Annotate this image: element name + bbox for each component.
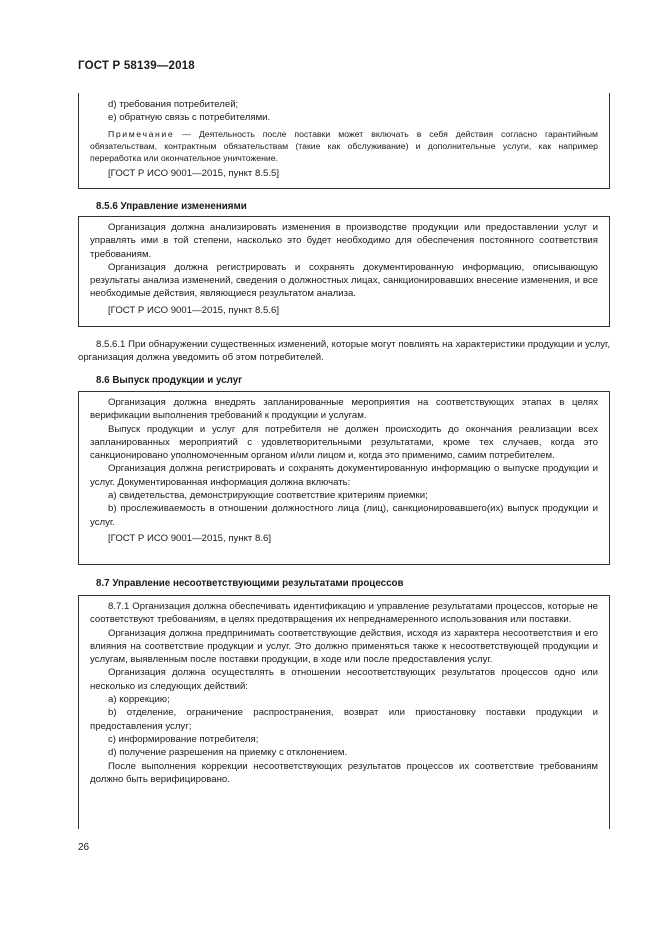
paragraph: Организация должна регистрировать и сохранять документированную информацию, описывающую результаты анализа изменений, сведения о должностных лицах, санкционировавших внесение изменения, и все необходимые действия, являющиеся результатом анализа. <box>90 261 598 300</box>
list-item-d: d) получение разрешения на приемку с отклонением. <box>108 747 348 759</box>
paragraph-text: 8.5.6.1 При обнаружении существенных изменений, которые могут повлиять на характеристики продукции и услуг, организация должна уведомить об этом потребителей. <box>78 339 610 364</box>
quote-box-855 <box>78 93 610 189</box>
paragraph: Выпуск продукции и услуг для потребителя не должен происходить до окончания реализации всех запланированных мероприятий с удовлетворительными результатами, кроме тех случаев, когда это санкционировано уполномоченным органом и/или лицом и, когда это применимо, самим потребителем. <box>90 423 598 462</box>
document-header: ГОСТ Р 58139—2018 <box>78 60 195 72</box>
list-item-a: a) коррекцию; <box>108 694 170 706</box>
list-item-d: d) требования потребителей; <box>108 99 239 110</box>
paragraph: 8.7.1 Организация должна обеспечивать идентификацию и управление результатами процессов, которые не соответствуют требованиям, в целях предотвращения их непреднамеренного использования или поставки. <box>90 601 598 626</box>
section-title-86: 8.6 Выпуск продукции и услуг <box>96 375 243 386</box>
list-item-c: c) информирование потребителя; <box>108 733 259 745</box>
paragraph: После выполнения коррекции несоответствующих результатов процессов их соответствие требованиям должно быть верифицировано. <box>90 760 598 785</box>
quote-box-86 <box>78 391 610 565</box>
reference: [ГОСТ Р ИСО 9001—2015, пункт 8.5.5] <box>108 167 279 179</box>
list-item-b: b) отделение, ограничение распространения, возврат или приостановку поставки продукции и предоставления услуг; <box>90 707 598 732</box>
page-number: 26 <box>78 842 90 853</box>
quote-box-856 <box>78 216 610 327</box>
note-text: — Деятельность после поставки может включать в себя действия согласно гарантийным обязательствам, контрактным обязательствам (такие как обслуживание) и дополнительные услуги, как например переработка или окончательное уничтожение. <box>90 128 598 163</box>
section-title-87: 8.7 Управление несоответствующими результатами процессов <box>96 578 404 589</box>
quote-box-87 <box>78 595 610 829</box>
reference: [ГОСТ Р ИСО 9001—2015, пункт 8.6] <box>108 532 271 544</box>
section-title-856: 8.5.6 Управление изменениями <box>96 201 247 212</box>
list-item-b: b) прослеживаемость в отношении должностного лица (лиц), санкционировавшего(их) выпуск продукции и услуг. <box>90 503 598 528</box>
paragraph: Организация должна предпринимать соответствующие действия, исходя из характера несоответствия и его влияния на соответствие продукции и услуг. Это должно применяться также к несоответствующей продукции и услугам, выявленным после поставки продукции, в ходе или после предоставления услуг. <box>90 627 598 666</box>
paragraph-8561 <box>78 338 610 365</box>
note <box>90 128 598 164</box>
reference: [ГОСТ Р ИСО 9001—2015, пункт 8.5.6] <box>108 304 279 316</box>
list-item-a: a) свидетельства, демонстрирующие соответствие критериям приемки; <box>108 490 428 502</box>
note-label: Примечание <box>108 128 175 139</box>
paragraph: Организация должна регистрировать и сохранять документированную информацию о выпуске продукции и услуг. Документированная информация должна включать: <box>90 463 598 488</box>
paragraph: Организация должна осуществлять в отношении несоответствующих результатов процессов одно или несколько из следующих действий: <box>90 667 598 692</box>
paragraph: Организация должна анализировать изменения в производстве продукции или предоставлении услуг и управлять ими в той степени, насколько это будет необходимо для обеспечения постоянного соответствия требованиям. <box>90 222 598 260</box>
paragraph: Организация должна внедрять запланированные мероприятия на соответствующих этапах в целях верификации выполнения требований к продукции и услугам. <box>90 397 598 422</box>
list-item-e: e) обратную связь с потребителями. <box>108 112 271 124</box>
